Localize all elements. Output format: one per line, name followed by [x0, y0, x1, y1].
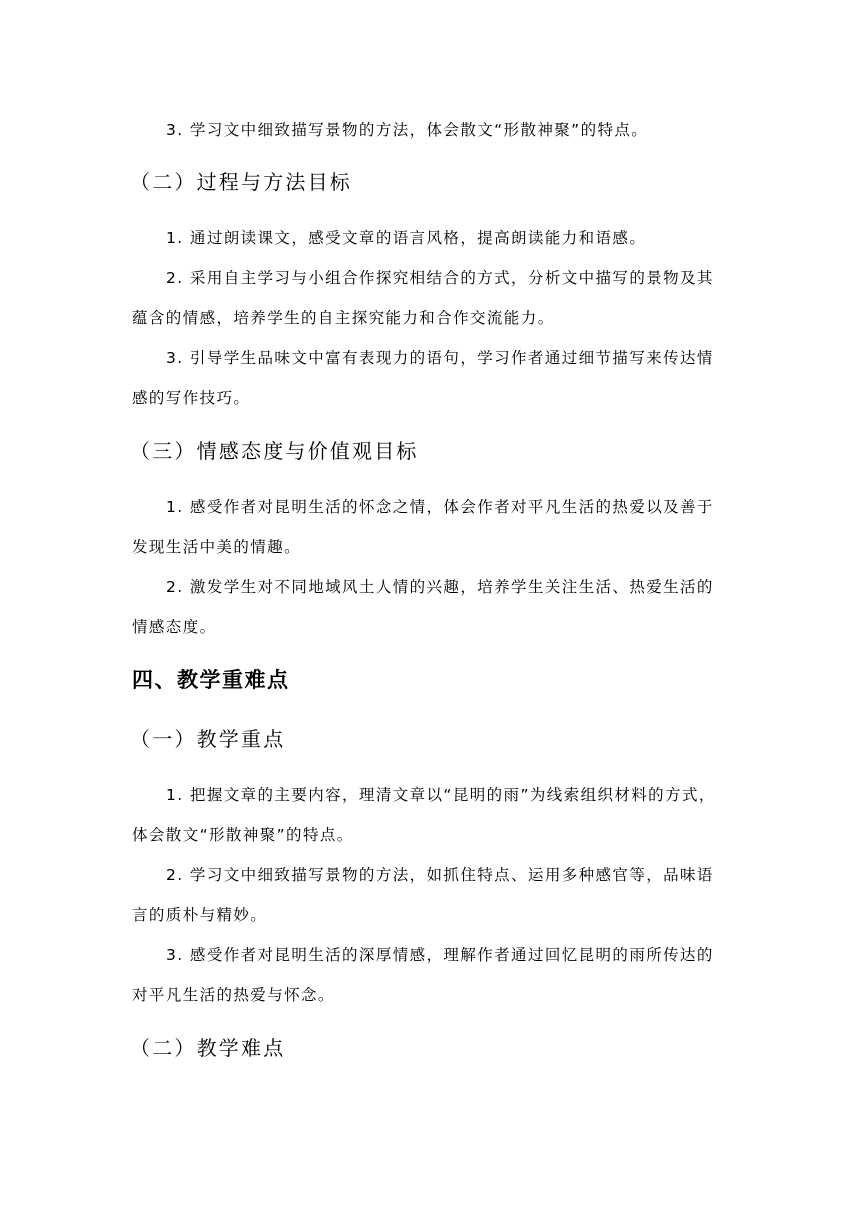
paragraph-text: 2. 学习文中细致描写景物的方法，如抓住特点、运用多种感官等，品味语言的质朴与精妙。 — [132, 866, 714, 924]
heading-process-method-goals: （二）过程与方法目标 — [130, 170, 352, 194]
heading-teaching-difficulties: （二）教学难点 — [130, 1036, 286, 1060]
paragraph-text: 2. 采用自主学习与小组合作探究相结合的方式，分析文中描写的景物及其蕴含的情感，培养学生的自主探究能力和合作交流能力。 — [132, 269, 714, 327]
heading-section-4: 四、教学重难点 — [132, 668, 290, 692]
paragraph-objective-3 — [132, 110, 730, 150]
paragraph-text: 1. 把握文章的主要内容，理清文章以“昆明的雨”为线索组织材料的方式，体会散文“形散神聚”的特点。 — [132, 786, 716, 844]
heading-emotion-values-goals: （三）情感态度与价值观目标 — [130, 439, 419, 463]
paragraph-text: 1. 感受作者对昆明生活的怀念之情，体会作者对平凡生活的热爱以及善于发现生活中美的情趣。 — [132, 498, 714, 556]
paragraph-text: 3. 学习文中细致描写景物的方法，体会散文“形散神聚”的特点。 — [166, 121, 649, 139]
paragraph-emotion-1 — [132, 487, 730, 567]
paragraph-text: 2. 激发学生对不同地域风土人情的兴趣，培养学生关注生活、热爱生活的情感态度。 — [132, 578, 714, 636]
paragraph-process-1 — [132, 218, 730, 258]
paragraph-key-3 — [132, 935, 730, 1015]
paragraph-process-3 — [132, 338, 730, 418]
paragraph-emotion-2 — [132, 567, 730, 647]
paragraph-text: 3. 引导学生品味文中富有表现力的语句，学习作者通过细节描写来传达情感的写作技巧。 — [132, 349, 714, 407]
paragraph-text: 1. 通过朗读课文，感受文章的语言风格，提高朗读能力和语感。 — [166, 229, 647, 247]
paragraph-text: 3. 感受作者对昆明生活的深厚情感，理解作者通过回忆昆明的雨所传达的对平凡生活的热爱与怀念。 — [132, 946, 714, 1004]
paragraph-key-2 — [132, 855, 730, 935]
heading-teaching-key-points: （一）教学重点 — [130, 727, 286, 751]
paragraph-process-2 — [132, 258, 730, 338]
paragraph-key-1 — [132, 775, 730, 855]
